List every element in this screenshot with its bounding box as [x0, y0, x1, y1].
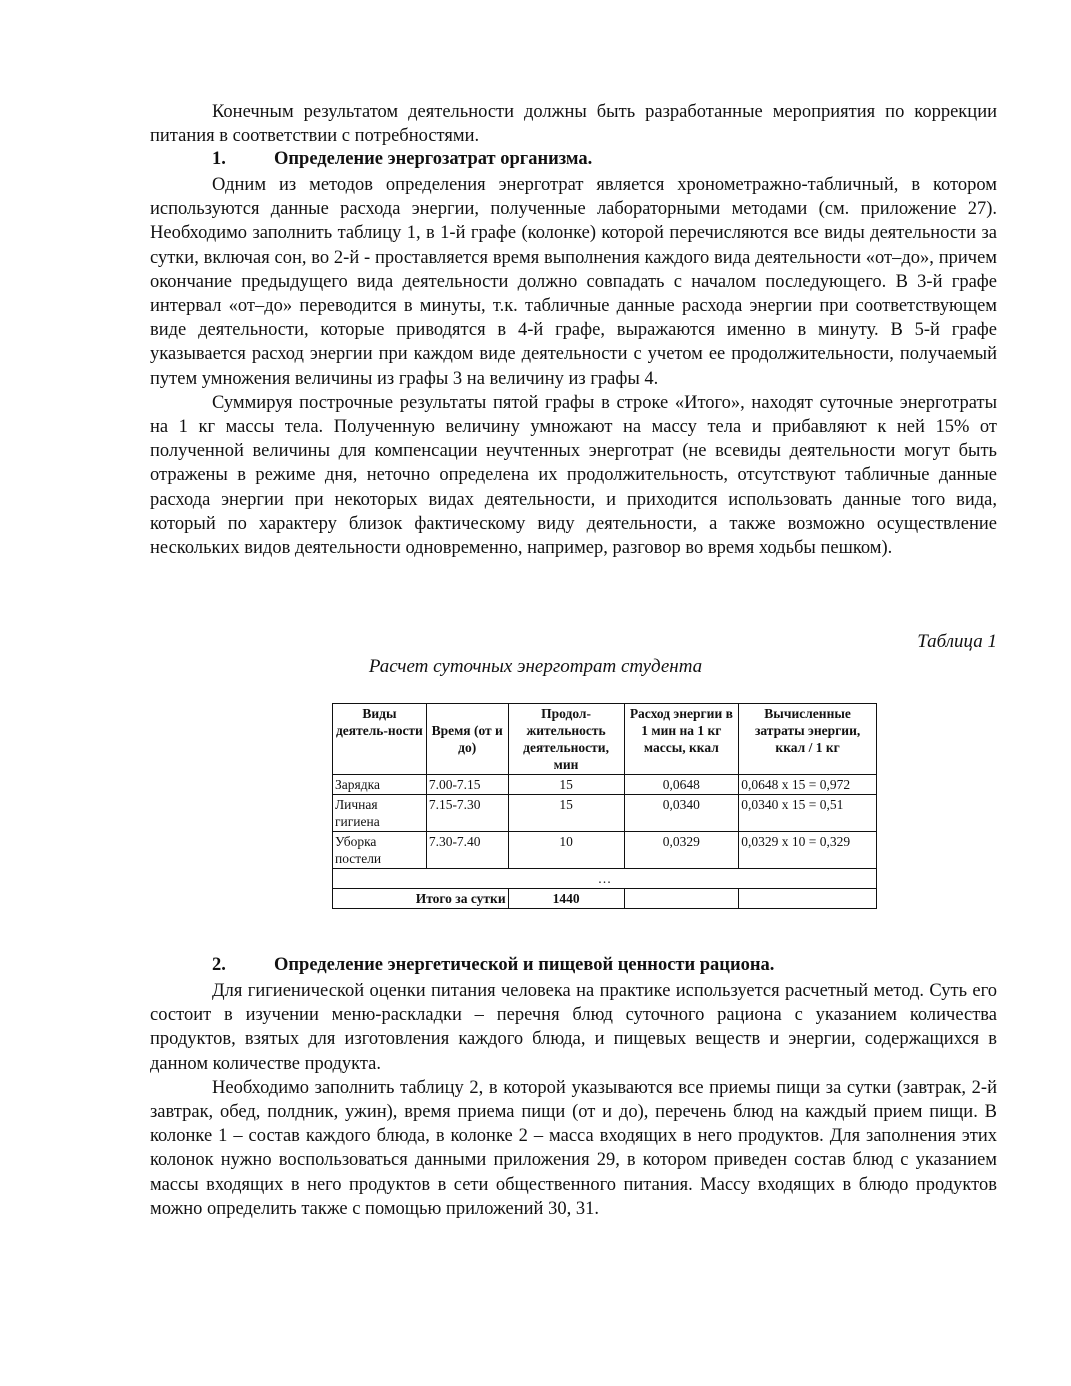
- cell-time: 7.00-7.15: [426, 775, 508, 795]
- cell-time: 7.15-7.30: [426, 795, 508, 832]
- section-2-heading: [212, 955, 774, 976]
- section-1-paragraph-2: Суммируя построчные результаты пятой графы в строке «Итого», находят суточные энерготраты на 1 кг массы тела. Полученную величину умножают на массу тела и прибавляют к ней 15% от полученной величины для компенсации неучтенных энерготрат (не всевиды деятельности могут быть отражены в режиме дня, неточно определена их продолжительность, отсутствуют табличные данные расхода энергии при некоторых видах деятельности, и приходится использовать данные того вида, который по характеру близок фактическому виду деятельности, а также возможно осуществление нескольких видов деятельности одновременно, например, разговор во время ходьбы пешком).: [150, 392, 997, 559]
- table-1-label: Таблица 1: [917, 631, 997, 652]
- section-2-title: Определение энергетической и пищевой ценности рациона.: [274, 955, 775, 975]
- table-row: [333, 775, 877, 795]
- energy-table: [332, 703, 877, 909]
- cell-total-empty: [624, 889, 739, 909]
- cell-activity: Уборка постели: [333, 832, 427, 869]
- section-1-number: 1.: [212, 149, 226, 169]
- cell-duration: 15: [508, 795, 624, 832]
- table-row: [333, 795, 877, 832]
- header-energy-rate: Расход энергии в 1 мин на 1 кг массы, ккал: [624, 704, 739, 775]
- cell-total-value: 1440: [508, 889, 624, 909]
- section-1-body: [150, 173, 997, 560]
- cell-duration: 15: [508, 775, 624, 795]
- cell-energy-total: 0,0340 х 15 = 0,51: [739, 795, 877, 832]
- header-activity: Виды деятель-ности: [333, 704, 427, 775]
- header-time: Время (от и до): [426, 704, 508, 775]
- cell-total-empty: [739, 889, 877, 909]
- intro-paragraph: Конечным результатом деятельности должны быть разработанные мероприятия по коррекции питания в соответствии с потребностями.: [150, 102, 997, 147]
- cell-energy-total: 0,0648 х 15 = 0,972: [739, 775, 877, 795]
- cell-energy-rate: 0,0648: [624, 775, 739, 795]
- header-duration: Продол-жительность деятельности, мин: [508, 704, 624, 775]
- cell-time: 7.30-7.40: [426, 832, 508, 869]
- table-header-row: [333, 704, 877, 775]
- cell-energy-rate: 0,0329: [624, 832, 739, 869]
- cell-total-label: Итого за сутки: [333, 889, 509, 909]
- cell-activity: Зарядка: [333, 775, 427, 795]
- section-2-paragraph-2: Необходимо заполнить таблицу 2, в которой указываются все приемы пищи за сутки (завтрак, 2-й завтрак, обед, полдник, ужин), время приема пищи (от и до), перечень блюд на каждый прием пищи. В колонке 1 – состав каждого блюда, в колонке 2 – масса входящих в него продуктов. Для заполнения этих колонок нужно воспользоваться данными приложения 29, в котором приведен состав блюд с указанием массы входящих в него продуктов в сети общественного питания. Массу входящих в блюдо продуктов можно определить также с помощью приложений 30, 31.: [150, 1077, 997, 1219]
- cell-activity: Личная гигиена: [333, 795, 427, 832]
- section-1-title: Определение энергозатрат организма.: [274, 149, 593, 169]
- table-row: [333, 832, 877, 869]
- cell-energy-total: 0,0329 х 10 = 0,329: [739, 832, 877, 869]
- table-ellipsis-row: [333, 869, 877, 889]
- table-total-row: [333, 889, 877, 909]
- cell-ellipsis: …: [333, 869, 877, 889]
- header-energy-total: Вычисленные затраты энергии, ккал / 1 кг: [739, 704, 877, 775]
- section-2-body: [150, 979, 997, 1221]
- cell-energy-rate: 0,0340: [624, 795, 739, 832]
- section-1-heading: [212, 149, 592, 170]
- section-2-number: 2.: [212, 955, 226, 975]
- section-2-paragraph-1: Для гигиенической оценки питания человека на практике используется расчетный метод. Суть его состоит в изучении меню-раскладки – перечня блюд суточного рациона с указанием количества продуктов, взятых для изготовления каждого блюда, и пищевых веществ и энергии, содержащихся в данном количестве продукта.: [150, 981, 997, 1074]
- table-1-caption: Расчет суточных энерготрат студента: [368, 656, 703, 677]
- cell-duration: 10: [508, 832, 624, 869]
- section-1-paragraph-1: Одним из методов определения энерготрат является хронометражно-табличный, в котором используются данные расхода энергии, полученные лабораторными методами (см. приложение 27). Необходимо заполнить таблицу 1, в 1-й графе (колонке) которой перечисляются все виды деятельности за сутки, включая сон, во 2-й - проставляется время выполнения каждого вида деятельности «от–до», причем окончание предыдущего вида деятельности должно совпадать с началом последующего. В 3-й графе интервал «от–до» переводится в минуты, т.к. табличные данные расхода энергии при соответствующем виде деятельности, которые приводятся в 4-й графе, выражаются именно в минуту. В 5-й графе указывается расход энергии при каждом виде деятельности с учетом ее продолжительности, получаемый путем умножения величины из графы 3 на величину из графы 4.: [150, 175, 997, 389]
